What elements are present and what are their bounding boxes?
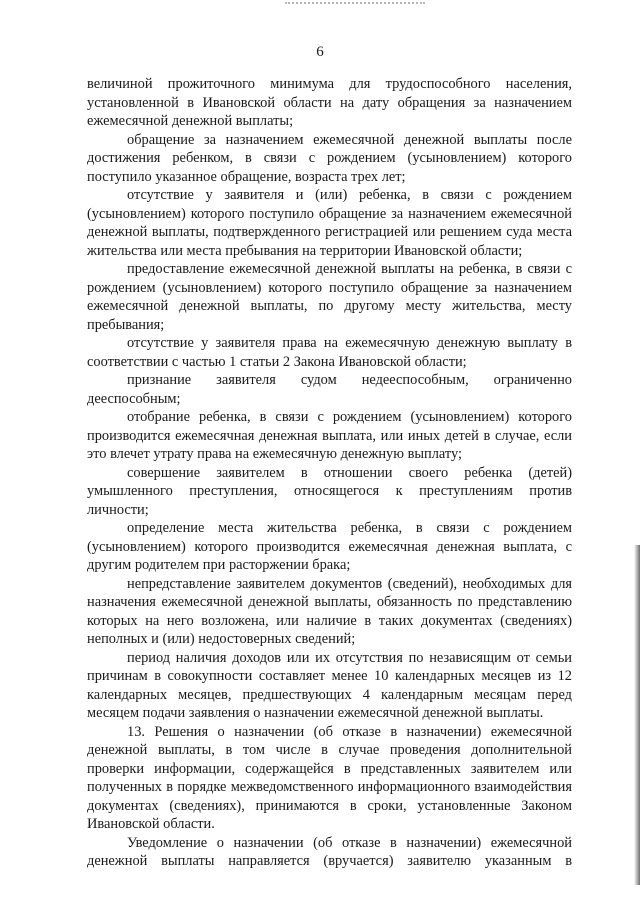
paragraph: период наличия доходов или их отсутствия по независящим от семьи причинам в совокупности составляет менее 10 календарных месяцев из 12 календарных месяцев, предшествующих 4 календарным месяцам перед месяцем подачи заявления о назначении ежемесячной денежной выплаты.: [87, 649, 572, 721]
paragraph: отсутствие у заявителя и (или) ребенка, в связи с рождением (усыновлением) которого поступило обращение за назначением ежемесячной денежной выплаты, подтвержденного регистрацией или решением суда места жительства или места пребывания на территории Ивановской области;: [87, 187, 572, 259]
scan-edge-shadow: [634, 545, 640, 885]
paragraph: Уведомление о назначении (об отказе в назначении) ежемесячной денежной выплаты направляется (вручается) заявителю указанным в: [87, 834, 572, 869]
paragraph: отсутствие у заявителя права на ежемесячную денежную выплату в соответствии с частью 1 статьи 2 Закона Ивановской области;: [87, 335, 572, 370]
page-number: 6: [316, 44, 324, 60]
paragraph: предоставление ежемесячной денежной выплаты на ребенка, в связи с рождением (усыновлением) которого поступило обращение за назначением ежемесячной денежной выплаты, по другому месту жительства, месту пребывания;: [87, 261, 572, 333]
paragraph: определение места жительства ребенка, в связи с рождением (усыновлением) которого производится ежемесячная денежная выплата, с другим родителем при расторжении брака;: [87, 520, 572, 573]
paragraph: обращение за назначением ежемесячной денежной выплаты после достижения ребенком, в связи с рождением (усыновлением) которого поступило указанное обращение, возраста трех лет;: [87, 131, 572, 185]
paragraph: совершение заявителем в отношении своего ребенка (детей) умышленного преступления, относящегося к преступлениям против личности;: [87, 464, 572, 518]
paragraph: признание заявителя судом недееспособным, ограниченно дееспособным;: [87, 372, 572, 407]
paragraph: отобрание ребенка, в связи с рождением (усыновлением) которого производится ежемесячная денежная выплата, или иных детей в случае, если это влечет утрату права на ежемесячную денежную выплату;: [87, 409, 572, 462]
paragraph: величиной прожиточного минимума для трудоспособного населения, установленной в Ивановской области на дату обращения за назначением ежемесячной денежной выплаты;: [87, 76, 572, 129]
paragraph: непредставление заявителем документов (сведений), необходимых для назначения ежемесячной денежной выплаты, обязанность по представлению которых на него возложена, или наличие в таких документах (сведениях) неполных и (или) недостоверных сведений;: [87, 575, 572, 647]
section-13-paragraph: 13. Решения о назначении (об отказе в назначении) ежемесячной денежной выплаты, в том числе в случае проведения дополнительной проверки информации, содержащейся в представленных заявителем или полученных в порядке межведомственного информационного взаимодействия документах (сведениях), принимаются в сроки, установленные Законом Ивановской области.: [87, 723, 572, 832]
document-body: [87, 75, 572, 871]
scan-artifact: [285, 2, 425, 10]
